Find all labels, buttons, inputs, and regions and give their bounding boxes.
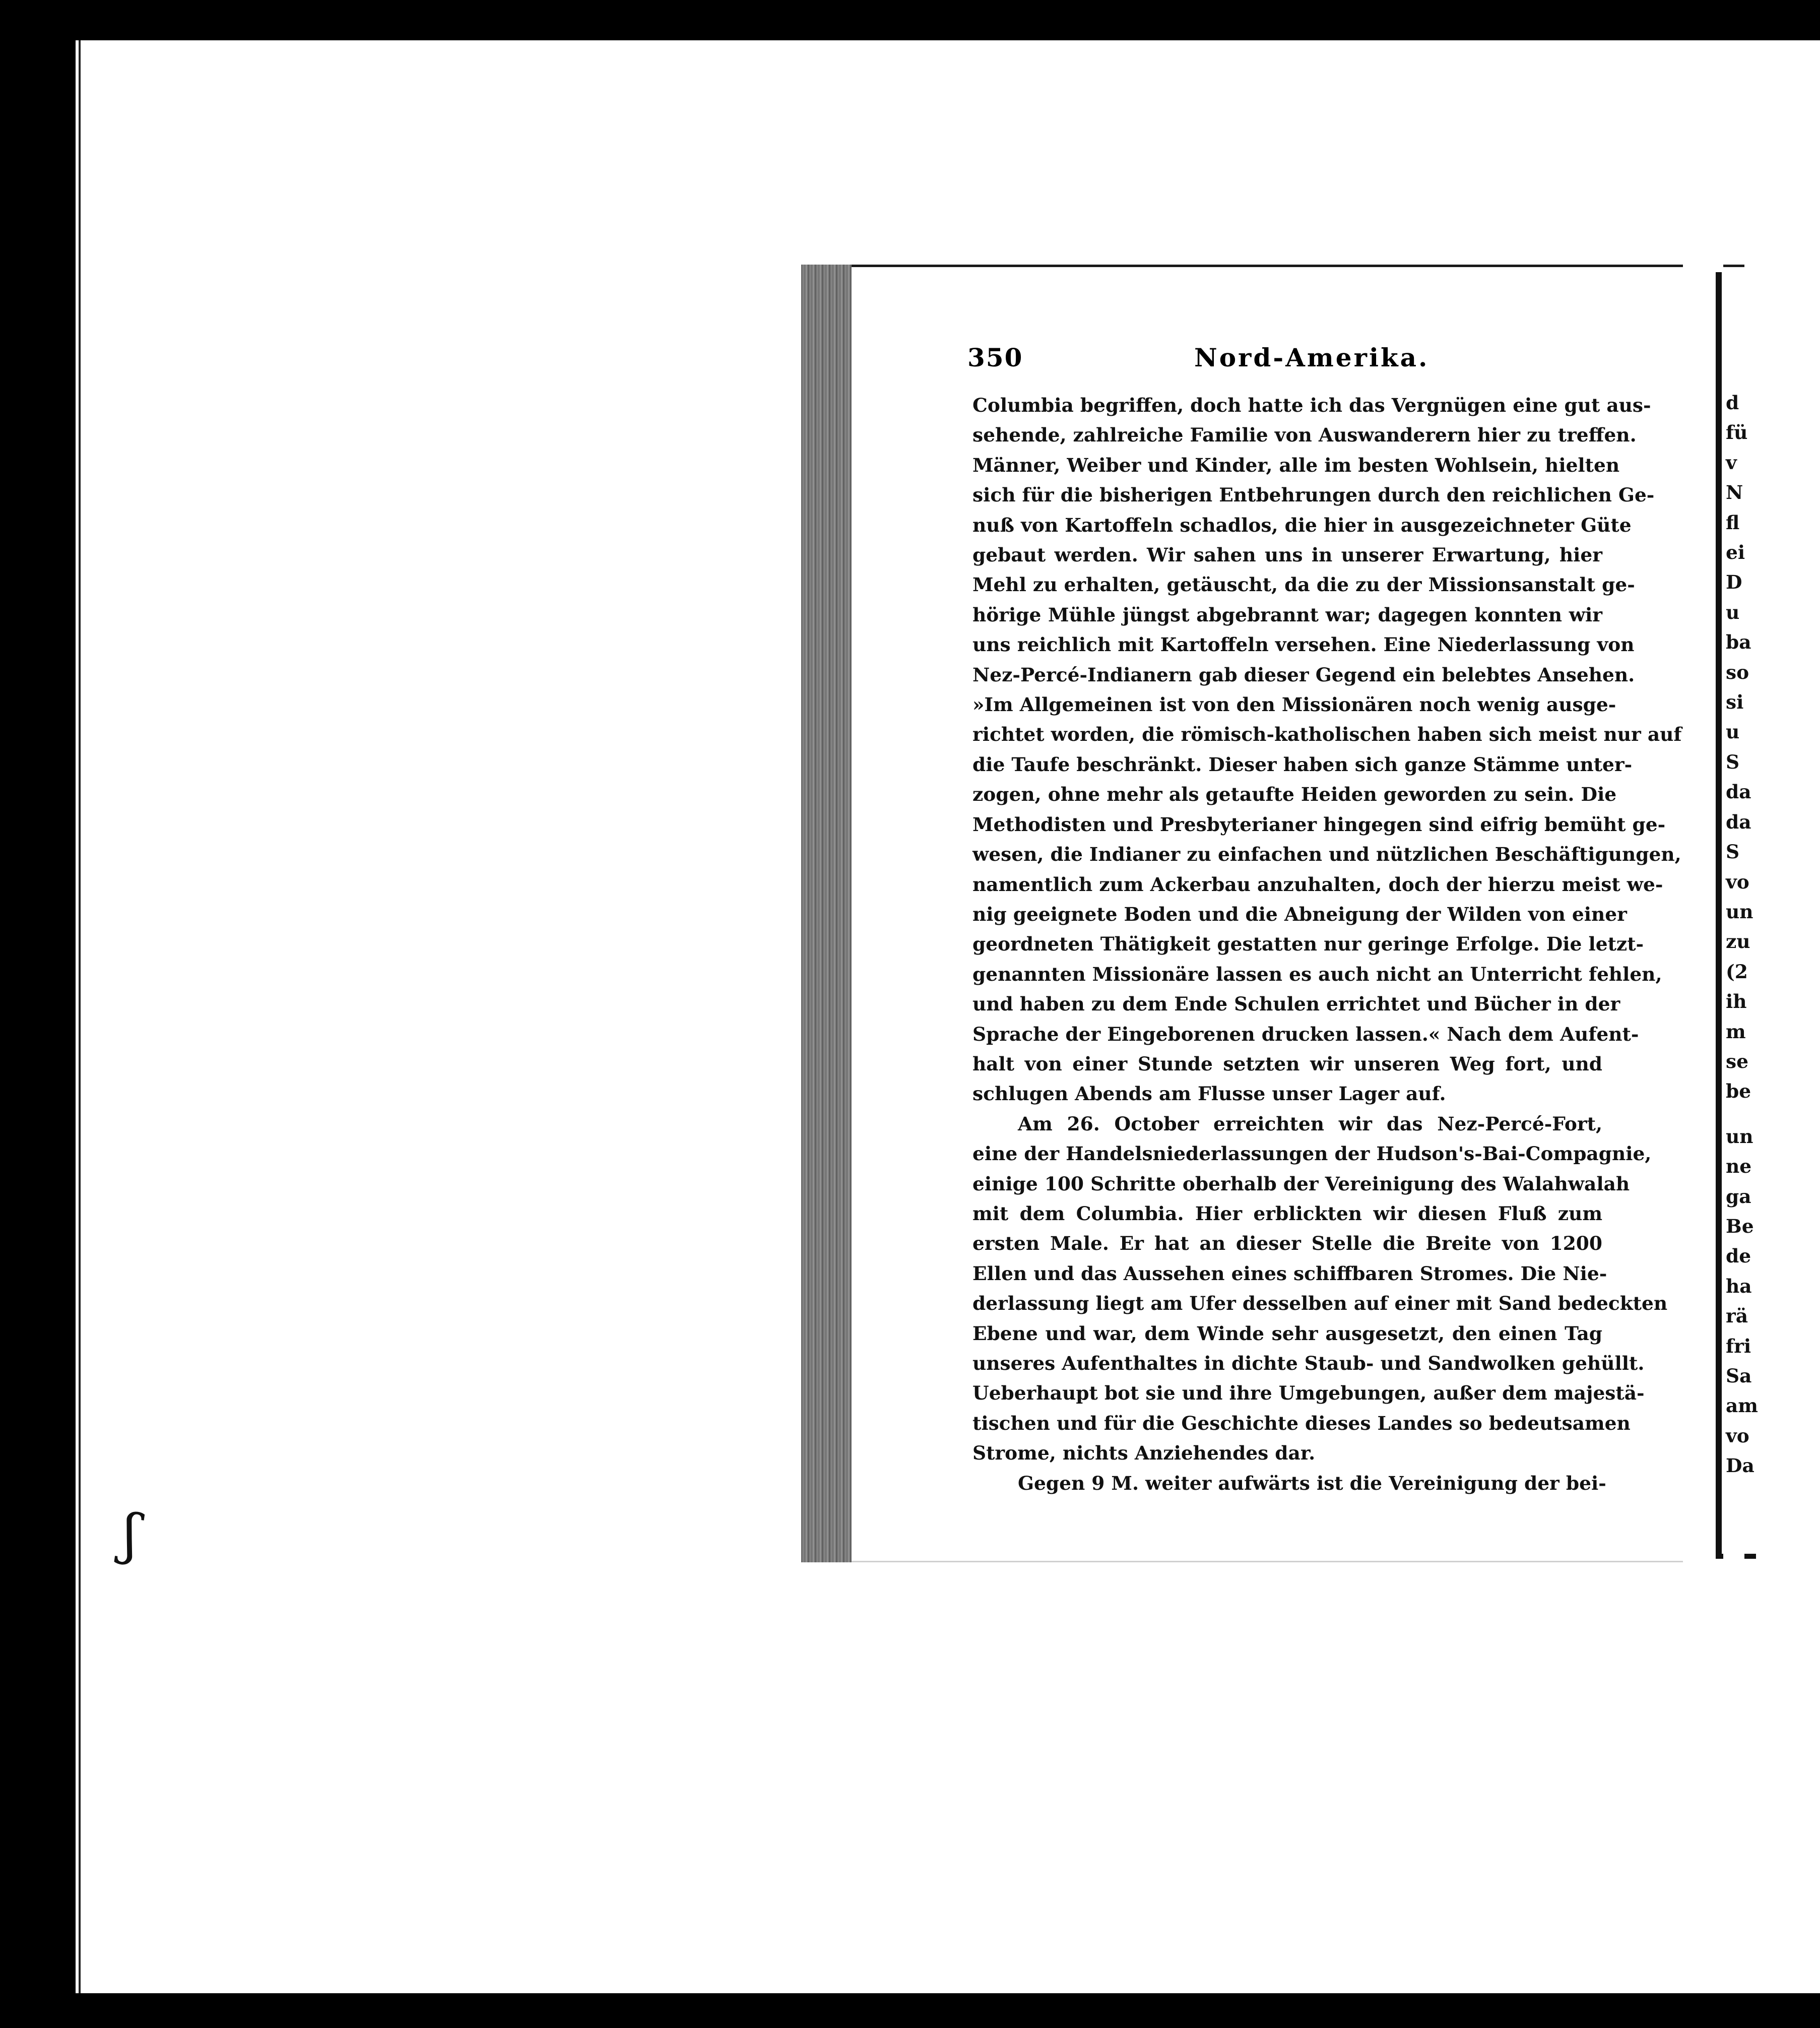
right-page-fragment: ha	[1726, 1275, 1752, 1297]
text-line: richtet worden, die römisch-katholischen haben sich meist nur auf	[972, 723, 1682, 746]
text-line: die Taufe beschränkt. Dieser haben sich ganze Stämme unter-	[972, 753, 1633, 776]
text-line: Ueberhaupt bot sie und ihre Umgebungen, außer dem majestä-	[972, 1382, 1645, 1405]
right-page-fragment: fri	[1726, 1335, 1751, 1357]
text-line: namentlich zum Ackerbau anzuhalten, doch der hierzu meist we-	[972, 873, 1663, 896]
right-page-fragment: u	[1726, 601, 1740, 623]
right-page-fragment: ei	[1726, 541, 1745, 564]
right-page-fragment: Be	[1726, 1215, 1754, 1237]
right-page-fragment: m	[1726, 1020, 1746, 1043]
right-page-fragment: D	[1726, 571, 1742, 594]
text-line: eine der Handelsniederlassungen der Hudson's-Bai-Compagnie,	[972, 1143, 1652, 1165]
text-line: zogen, ohne mehr als getaufte Heiden geworden zu sein. Die	[972, 783, 1617, 806]
right-page-fragment: d	[1726, 392, 1739, 414]
text-line: genannten Missionäre lassen es auch nicht an Unterricht fehlen,	[972, 963, 1662, 985]
right-page-fragment: un	[1726, 1125, 1753, 1148]
right-page-fragment: da	[1726, 781, 1751, 803]
body-text	[972, 391, 1682, 1498]
text-line: Gegen 9 M. weiter aufwärts ist die Vereinigung der bei-	[1018, 1472, 1606, 1494]
text-line: tischen und für die Geschichte dieses Landes so bedeutsamen	[972, 1412, 1631, 1434]
right-page-fragment: zu	[1726, 930, 1750, 953]
text-line: Mehl zu erhalten, getäuscht, da die zu der Missionsanstalt ge-	[972, 574, 1635, 596]
text-line: uns reichlich mit Kartoffeln versehen. Eine Niederlassung von	[972, 633, 1635, 656]
right-page-fragment: S	[1726, 841, 1740, 863]
text-line: ersten Male. Er hat an dieser Stelle die Breite von 1200	[972, 1232, 1602, 1255]
right-page-fragment: ih	[1726, 990, 1747, 1013]
right-page-fragment: v	[1726, 451, 1737, 474]
text-line: sehende, zahlreiche Familie von Auswanderern hier zu treffen.	[972, 424, 1637, 447]
right-page-fragment: (2	[1726, 960, 1748, 983]
text-line: halt von einer Stunde setzten wir unseren Weg fort, und	[972, 1052, 1602, 1075]
text-line: geordneten Thätigkeit gestatten nur geringe Erfolge. Die letzt-	[972, 933, 1644, 956]
right-page-fragment: Sa	[1726, 1365, 1752, 1387]
marginal-mark: ʃ	[119, 1501, 143, 1567]
text-line: Columbia begriffen, doch hatte ich das Vergnügen eine gut aus-	[972, 394, 1651, 416]
right-page-fragment: se	[1726, 1050, 1748, 1072]
gutter-line	[79, 40, 81, 1993]
text-line: sich für die bisherigen Entbehrungen durch den reichlichen Ge-	[972, 484, 1655, 506]
text-line: Ebene und war, dem Winde sehr ausgesetzt, den einen Tag	[972, 1322, 1602, 1345]
text-line: einige 100 Schritte oberhalb der Vereinigung des Walahwalah	[972, 1172, 1630, 1195]
text-line: derlassung liegt am Ufer desselben auf einer mit Sand bedeckten	[972, 1292, 1668, 1315]
right-page-fragment: ga	[1726, 1185, 1751, 1208]
scan-border-left	[0, 0, 76, 2028]
page-number: 350	[967, 343, 1023, 372]
book-spine	[1683, 265, 1718, 1562]
right-page-fragment: ba	[1726, 631, 1751, 654]
right-page-fragment: vo	[1726, 870, 1749, 893]
right-page-fragment: so	[1726, 661, 1749, 683]
page-edge	[801, 265, 852, 1562]
text-line: Nez-Percé-Indianern gab dieser Gegend ein belebtes Ansehen.	[972, 663, 1635, 686]
right-page-fragment: vo	[1726, 1424, 1749, 1447]
right-page-fragment: am	[1726, 1395, 1758, 1417]
right-page-fragment: si	[1726, 691, 1744, 714]
text-line: Strome, nichts Anziehendes dar.	[972, 1442, 1316, 1465]
text-line: hörige Mühle jüngst abgebrannt war; dagegen konnten wir	[972, 603, 1602, 626]
right-page-fragment: fl	[1726, 511, 1740, 534]
text-line: unseres Aufenthaltes in dichte Staub- und Sandwolken gehüllt.	[972, 1352, 1645, 1374]
text-line: Am 26. October erreichten wir das Nez-Percé-Fort,	[1018, 1112, 1602, 1135]
text-line: wesen, die Indianer zu einfachen und nützlichen Beschäftigungen,	[972, 843, 1681, 866]
text-line: gebaut werden. Wir sahen uns in unserer Erwartung, hier	[972, 544, 1602, 566]
right-page-fragment: u	[1726, 721, 1740, 743]
text-line: »Im Allgemeinen ist von den Missionären noch wenig ausge-	[972, 693, 1616, 716]
right-page-fragment: da	[1726, 810, 1751, 833]
text-line: nuß von Kartoffeln schadlos, die hier in ausgezeichneter Güte	[972, 514, 1632, 536]
text-line: und haben zu dem Ende Schulen errichtet und Bücher in der	[972, 993, 1620, 1016]
text-line: nig geeignete Boden und die Abneigung der Wilden von einer	[972, 903, 1627, 925]
text-line: Ellen und das Aussehen eines schiffbaren Stromes. Die Nie-	[972, 1262, 1607, 1285]
right-page-fragment: fü	[1726, 421, 1748, 444]
right-page-fragment: Da	[1726, 1454, 1754, 1477]
page-header	[967, 343, 1547, 378]
right-page-fragment: rä	[1726, 1305, 1748, 1327]
text-line: Sprache der Eingeborenen drucken lassen.« Nach dem Aufent-	[972, 1023, 1639, 1045]
right-page-fragment: de	[1726, 1245, 1751, 1268]
running-head: Nord-Amerika.	[1194, 343, 1429, 372]
text-line: schlugen Abends am Flusse unser Lager auf.	[972, 1083, 1446, 1105]
text-line: Methodisten und Presbyterianer hingegen sind eifrig bemüht ge-	[972, 813, 1666, 836]
right-page-text	[1726, 388, 1758, 1481]
book-page	[852, 265, 1683, 1562]
right-page-fragment: S	[1726, 750, 1740, 773]
right-page-fragment: N	[1726, 481, 1743, 504]
scan-border-top	[0, 0, 1820, 40]
right-page-fragment: ne	[1726, 1155, 1752, 1178]
right-page-fragment: un	[1726, 900, 1753, 923]
spine-bar	[1716, 272, 1722, 1557]
scan-border-bottom	[0, 1993, 1820, 2028]
text-line: mit dem Columbia. Hier erblickten wir diesen Fluß zum	[972, 1202, 1602, 1225]
text-line: Männer, Weiber und Kinder, alle im besten Wohlsein, hielten	[972, 454, 1620, 476]
right-page-fragment: be	[1726, 1080, 1751, 1103]
